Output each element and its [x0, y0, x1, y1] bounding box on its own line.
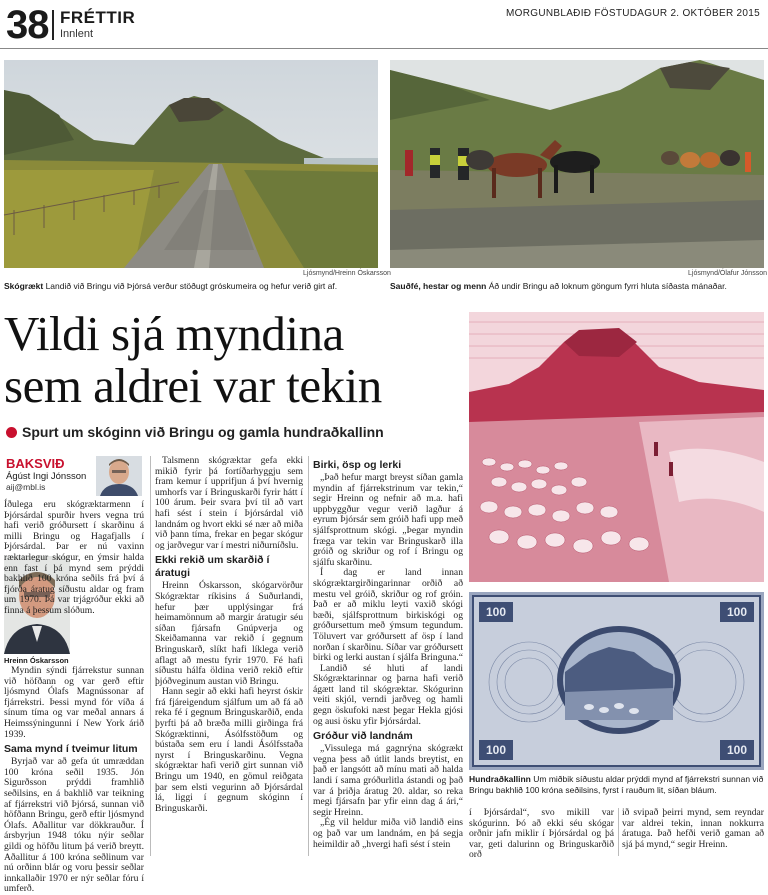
- byline-email: aij@mbl.is: [6, 482, 46, 492]
- caption-text: Um miðbik síðustu aldar prýddi mynd af fjárrekstri sunnan við Bringu bakhlið 100 króna seðilsins, fyrst í rauðum lit, síðan bláum.: [469, 774, 764, 795]
- intertitle: Ekki rekið um skarðið í áratugi: [155, 554, 270, 580]
- headline: [4, 308, 464, 412]
- paragraph: Í dag er land innan skógræktargirðingarinnar orðið að mestu vel gróið, skriður og rof gróin. Það er að miklu leyti vaxið skógi bæði, sjálfsprottnum birkiskógi og gróðursettum með ýmsum tegundum. Töluvert var gróðursett af ösp í land norðan í skarðinu. Síðar var gróðursett birki og lerki austan í sjálfa Bringuna.“: [313, 567, 463, 664]
- photo-credit-right: Ljósmynd/Ólafur Jónsson: [688, 270, 767, 277]
- denomination-bottom-right: 100: [726, 743, 748, 757]
- photo-horses-people: [390, 60, 764, 268]
- intertitle: Birki, ösp og lerki: [313, 459, 402, 471]
- photo-road-landscape: [4, 60, 378, 268]
- paragraph: Landið sé hluti af landi Skógræktarinnar og þarna hafi verið ágætt land til skógræktar. Skógurinn veiti skjól, verndi jarðveg og hamli gegn öskufoki næst þegar Hekla gjósi og ausi ösku yfir Þjórsárdal.: [313, 662, 463, 727]
- caption-lead: Hundraðkallinn: [469, 774, 531, 784]
- column-2: [155, 456, 303, 856]
- subheadline-text: Spurt um skóginn við Bringu og gamla hundraðkallinn: [22, 424, 384, 440]
- paragraph: Myndin sýndi fjárrekstur sunnan við höfðann og var gerð eftir ljósmynd Ólafs Magnússonar af fjárrekstri. Þessi mynd fór víða á sínum tíma og var meðal annars á Heimssýningunni í New York árið 1939.: [4, 665, 144, 740]
- banknote-blue: [469, 592, 764, 770]
- banknote-caption: [469, 774, 764, 796]
- paragraph: „Vissulega má gagnrýna skógrækt vegna þess að útlit lands breytist, en það er langsótt að mínu mati að halda landi í sama gróðurlitla ástandi og það var á þriðja áratug 20. aldar, so reka megi fjársafn þar yfir einn dag á ári,“ segir Hreinn.: [313, 743, 463, 818]
- banknote-red-illustration: [469, 312, 764, 582]
- denomination-top-left: 100: [485, 605, 507, 619]
- byline-label: BAKSVIÐ: [6, 456, 65, 471]
- column-1-lower: [4, 665, 144, 895]
- paragraph: „Ég vil heldur miða við landið eins og það var um landnám, en þá segja heimildir að „hvergi hafi sést í stein: [313, 817, 463, 850]
- caption-text: Landið við Bringu við Þjórsá verður stöðugt gróskumeira og hefur verið girt af.: [43, 281, 338, 291]
- column-5: [622, 808, 764, 856]
- bullet-dot-icon: [6, 427, 17, 438]
- column-3: [313, 456, 463, 856]
- paragraph: ið svipað þeirri mynd, sem reyndar var aldrei tekin, innan nokkurra áratuga. Það hefði verið gaman að sjá þá mynd,“ segir Hreinn.: [622, 807, 764, 850]
- byline-author: Ágúst Ingi Jónsson: [6, 471, 87, 482]
- column-1-wrap: [74, 556, 144, 668]
- column-divider: [618, 808, 619, 856]
- photo-caption-right: [390, 281, 765, 292]
- photo-caption-left: [4, 281, 384, 292]
- paragraph: Hann segir að ekki hafi heyrst óskir frá fjáreigendum sjálfum um að fá að reka fé í gegnum Bringuskarðið, enda þyrfti þá að bræða milli girðinga frá Skógræktinni, Ásólfsstöðum og bústaða sem eru í landi Ásólfsstaða nyrst í Bringuskarðinu. Vegna skógræktar hafi verið girt sunnan við Bringu um 1940, en gömul reiðgata þar sem elsti vegurinn að Þjórsárdal lá, liggi í gegnum skóginn í Bringuskarði.: [155, 686, 303, 814]
- caption-lead: Sauðfé, hestar og menn: [390, 281, 487, 291]
- masthead: MORGUNBLAÐIÐ FÖSTUDAGUR 2. OKTÓBER 2015: [506, 8, 760, 19]
- paragraph: Byrjað var að gefa út umræddan 100 króna seðil 1935. Jón Sigurðsson prýddi framhlið seðilsins, en á bakhlið var teikning af fjárrekstri við Þjórsá, sunnan við höfðann Bringu, gerð eftir ljósmynd Ólafs. Aðallitur var dökkrauður. Í ársbyrjun 1948 tóku nýir seðlar gildi og höfðu litum þá verið breytt. Aðallitur á 100 króna seðlinum var nú orðinn blár og voru þessir seðlar innkallaðir 1970 er nýr seðlar fóru í umferð.: [4, 756, 144, 895]
- subheadline: [6, 424, 384, 440]
- header-divider: [52, 10, 54, 40]
- subsection-title: Innlent: [60, 28, 94, 40]
- headline-line-1: Vildi sjá myndina: [4, 306, 344, 361]
- paragraph: „Það hefur margt breyst síðan gamla myndin af fjárrekstrinum var tekin,“ segir Hreinn og nefnir að m.a. hafi uppbyggður vegur verið lagður á eyrum Þjórsár sem gróið hafi upp með sjálfsprottnum skógi. „Þegar myndin fræga var tekin var Bringuskarð illa gróið og skriður og rof í Bringu og sjálfu skarðinu.: [313, 472, 463, 568]
- caption-lead: Skógrækt: [4, 281, 44, 291]
- portrait-caption: Hreinn Óskarsson: [4, 656, 69, 665]
- section-title: FRÉTTIR: [60, 8, 136, 27]
- caption-text: Áð undir Bringu að loknum göngum fyrri hluta síðasta mánaðar.: [486, 281, 727, 291]
- intertitle: Gróður við landnám: [313, 730, 413, 743]
- author-portrait: [96, 456, 142, 496]
- paragraph: Hreinn Óskarsson, skógarvörður Skógræktar ríkisins á Suðurlandi, hefur þær upplýsingar frá heimamönnum að margir áratugir séu síðan fjársafn Gnúpverja og Skeiðamanna var rekið í gegnum Bringuskarð, slíkt hafi líklega verið aflagt að mestu fyrir 1970. Fé hafi síðustu hálfa öldina verið rekið eftir þjóðveginum austan við Bringu.: [155, 580, 303, 687]
- column-divider: [308, 456, 309, 856]
- intertitle: Sama mynd í tveimur litum: [4, 743, 138, 756]
- column-1-intro: [4, 499, 144, 616]
- page-number: 38: [6, 3, 49, 47]
- header-rule: [0, 48, 768, 49]
- denomination-bottom-left: 100: [485, 743, 507, 757]
- headline-line-2: sem aldrei var tekin: [4, 358, 382, 413]
- photo-credit-left: Ljósmynd/Hreinn Óskarsson: [303, 270, 391, 277]
- paragraph: Íðulega eru skógræktarmenn í Þjórsárdal spurðir hvers vegna trú hafi verið gróðursett í skarðinu á milli Bringu og Hagafjalls í Þjórsárdal. Þar er nú vaxinn ræktarlegur skógur, en ýmsir halda enn fast í þá mynd sem prýddi bakhlið 100 króna seðils frá því á fjórða áratug síðustu aldar og fram um 1970. Þá var trjágróður ekki að finna á þessum slóðum.: [4, 499, 144, 616]
- paragraph: Talsmenn skógræktar gefa ekki mikið fyrir þá fortíðarhyggju sem fram kemur í upprifjun á því hvernig umhorfs var í Bringuskarði fyrir hátt í 100 árum. Þeir svara því til að vart hafi sést í stein í Þjórsárdal við landnám og hvort ekki sé nær að miða við þann tíma, frekar en þegar skógur og jarðvegur var í mestri niðurníðslu.: [155, 455, 303, 551]
- paragraph: í Þjórsárdal“, svo mikill var skógurinn. Þó að ekki séu skógar orðnir jafn miklir í Þjórsárdal og þá var, geti dalurinn og Bringuskarðið orð: [469, 807, 614, 861]
- denomination-top-right: 100: [726, 605, 748, 619]
- column-divider: [150, 456, 151, 856]
- column-4: [469, 807, 614, 861]
